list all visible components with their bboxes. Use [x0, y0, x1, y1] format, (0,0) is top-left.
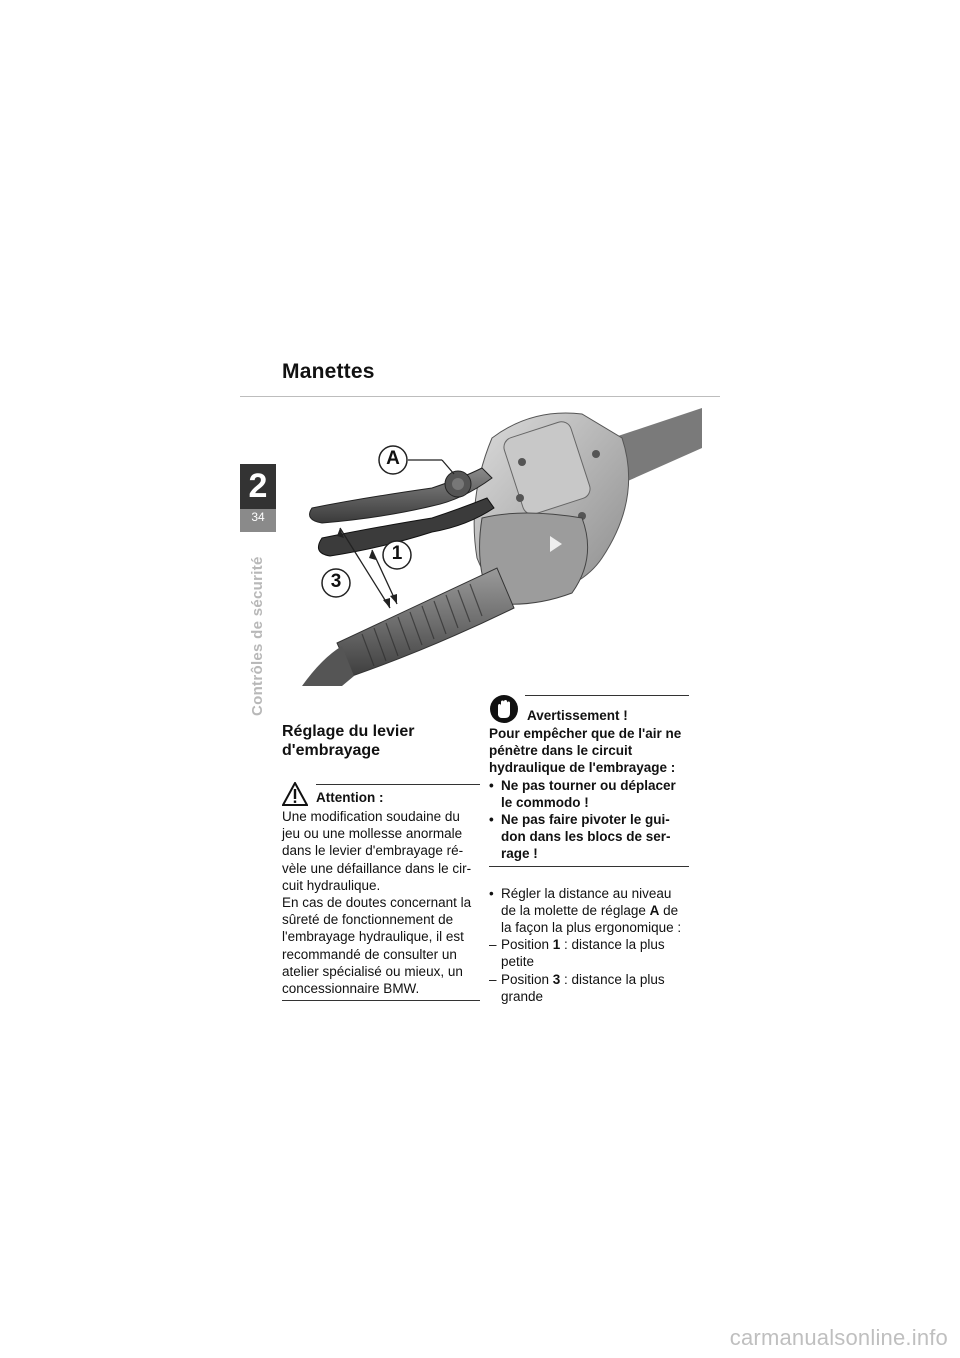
dash-marker: – — [489, 937, 497, 953]
instruction-bullet — [489, 885, 689, 937]
caution-line: cuit hydraulique. — [282, 877, 381, 893]
position-line — [501, 971, 689, 988]
warning-bullet — [489, 777, 689, 811]
dash-marker: – — [489, 971, 497, 987]
position-item — [489, 936, 689, 970]
warning-line: hydraulique de l'embrayage : — [489, 760, 676, 776]
position-line — [501, 936, 689, 953]
caution-line: atelier spécialisé ou mieux, un — [282, 963, 463, 979]
warning-bullet-line: Ne pas faire pivoter le gui- — [501, 812, 670, 828]
instruction-text: de — [659, 902, 679, 918]
left-column — [282, 722, 480, 1001]
warning-bullet-line: le commodo ! — [501, 794, 589, 810]
caution-line: recommandé de consulter un — [282, 946, 457, 962]
warning-line: Pour empêcher que de l'air ne — [489, 726, 682, 741]
page-title: Manettes — [282, 360, 375, 383]
caution-top-rule — [316, 784, 480, 785]
caution-line: jeu ou une mollesse anormale — [282, 826, 463, 842]
bullet-marker: • — [489, 812, 494, 828]
caution-line: sûreté de fonctionnement de — [282, 912, 454, 928]
position-number: 1 — [552, 937, 561, 953]
position-line: grande — [501, 988, 544, 1004]
caution-bottom-rule — [282, 1000, 480, 1001]
warning-header — [489, 694, 689, 724]
page-number: 34 — [251, 510, 265, 524]
caution-line: concessionnaire BMW. — [282, 981, 420, 997]
adjuster-ref: A — [649, 902, 660, 918]
callout-label-a: A — [386, 448, 400, 469]
instruction-line — [501, 902, 689, 919]
callout-label-3: 3 — [330, 571, 342, 592]
position-text: : distance la plus — [560, 937, 665, 953]
position-text: Position — [501, 937, 553, 953]
caution-line: En cas de doutes concernant la — [282, 895, 472, 911]
warning-bullet-line: rage ! — [501, 846, 538, 862]
warning-bottom-rule — [489, 866, 689, 867]
caution-line: vèle une défaillance dans le cir- — [282, 860, 472, 876]
section-heading — [282, 722, 480, 760]
instructions — [489, 885, 689, 1005]
position-text: : distance la plus — [560, 971, 665, 987]
chapter-number: 2 — [248, 467, 268, 505]
caution-header — [282, 782, 480, 806]
position-line: petite — [501, 954, 535, 970]
position-number: 3 — [552, 971, 561, 987]
caution-line: dans le levier d'embrayage ré- — [282, 843, 464, 859]
caution-label: Attention : — [316, 790, 384, 805]
position-text: Position — [501, 971, 553, 987]
bullet-marker: • — [489, 885, 494, 901]
warning-bullet-line: don dans les blocs de ser- — [501, 829, 671, 845]
chapter-title: Contrôles de sécurité — [249, 556, 266, 716]
title-divider — [240, 396, 720, 397]
instruction-text: de la molette de réglage — [501, 902, 650, 918]
bullet-marker: • — [489, 777, 494, 793]
handlebar-grip — [337, 568, 514, 676]
section-heading-line: Réglage du levier — [282, 723, 415, 740]
warning-bullet — [489, 811, 689, 863]
instruction-line: la façon la plus ergonomique : — [501, 920, 682, 936]
right-column — [489, 694, 689, 1005]
warning-line: pénètre dans le circuit — [489, 743, 633, 759]
caution-line: Une modification soudaine du — [282, 809, 460, 824]
warning-text — [489, 725, 689, 863]
chapter-tab — [240, 464, 276, 532]
section-heading-line: d'embrayage — [282, 742, 381, 759]
clutch-lever-illustration — [282, 408, 702, 686]
warning-bullet-line: Ne pas tourner ou déplacer — [501, 777, 676, 793]
caution-icon — [282, 782, 308, 806]
instruction-line: Régler la distance au niveau — [501, 885, 672, 901]
position-item — [489, 971, 689, 1005]
caution-text — [282, 808, 480, 997]
stop-hand-icon — [489, 694, 519, 724]
footer-url[interactable]: carmanualsonline.info — [729, 1325, 948, 1350]
callout-label-1: 1 — [391, 543, 403, 564]
warning-top-rule — [525, 695, 689, 696]
caution-line: l'embrayage hydraulique, il est — [282, 929, 464, 945]
warning-label: Avertissement ! — [527, 708, 628, 723]
